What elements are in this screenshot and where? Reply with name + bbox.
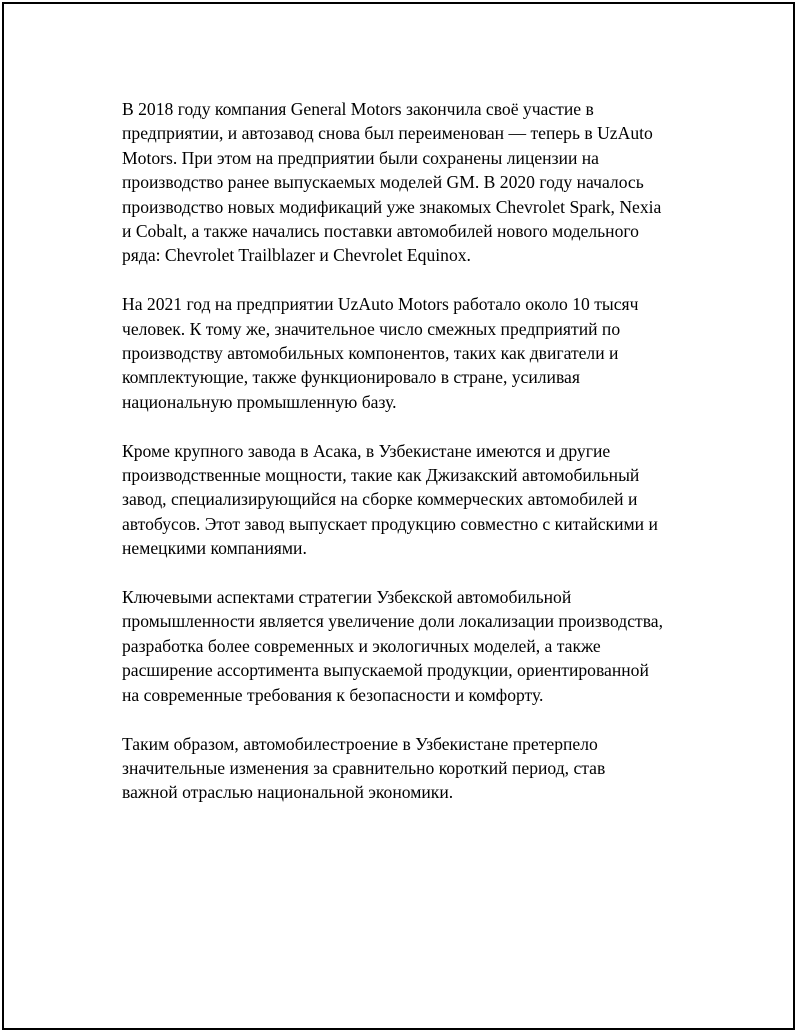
text-line: человек. К тому же, значительное число смежных предприятий по bbox=[122, 318, 621, 339]
text-line: расширение ассортимента выпускаемой продукции, ориентированной bbox=[122, 660, 649, 681]
text-line: автобусов. Этот завод выпускает продукцию совместно с китайскими и bbox=[122, 513, 658, 534]
paragraph-2 bbox=[122, 292, 702, 414]
text-line: производство ранее выпускаемых моделей GM. В 2020 году началось bbox=[122, 172, 644, 193]
text-line: Кроме крупного завода в Асака, в Узбекистане имеются и другие bbox=[122, 440, 611, 461]
text-line: На 2021 год на предприятии UzAuto Motors работало около 10 тысяч bbox=[122, 294, 639, 315]
text-line: производственные мощности, такие как Джизакский автомобильный bbox=[122, 465, 640, 486]
text-line: Ключевыми аспектами стратегии Узбекской автомобильной bbox=[122, 587, 572, 608]
text-line: Motors. При этом на предприятии были сохранены лицензии на bbox=[122, 147, 599, 168]
paragraph-3 bbox=[122, 439, 702, 561]
text-line: предприятии, и автозавод снова был переименован — теперь в UzAuto bbox=[122, 123, 653, 144]
page-frame bbox=[2, 2, 795, 1030]
paragraph-4 bbox=[122, 585, 702, 707]
text-line: В 2018 году компания General Motors закончила своё участие в bbox=[122, 99, 594, 119]
text-line: разработка более современных и экологичных моделей, а также bbox=[122, 635, 601, 656]
text-line: Таким образом, автомобилестроение в Узбекистане претерпело bbox=[122, 733, 598, 754]
text-line: на современные требования к безопасности и комфорту. bbox=[122, 684, 544, 705]
text-line: производству автомобильных компонентов, таких как двигатели и bbox=[122, 343, 619, 364]
text-line: завод, специализирующийся на сборке коммерческих автомобилей и bbox=[122, 489, 638, 510]
text-line: производство новых модификаций уже знакомых Chevrolet Spark, Nexia bbox=[122, 196, 662, 217]
text-line: комплектующие, также функционировало в стране, усиливая bbox=[122, 367, 580, 388]
paragraph-5 bbox=[122, 732, 702, 805]
text-line: промышленности является увеличение доли локализации производства, bbox=[122, 611, 664, 632]
text-line: ряда: Chevrolet Trailblazer и Chevrolet Equinox. bbox=[122, 245, 471, 266]
paragraph-1 bbox=[122, 97, 702, 268]
document-body bbox=[122, 97, 702, 805]
text-line: национальную промышленную базу. bbox=[122, 391, 397, 412]
text-line: немецкими компаниями. bbox=[122, 538, 307, 559]
text-line: и Cobalt, а также начались поставки автомобилей нового модельного bbox=[122, 221, 639, 242]
text-line: значительные изменения за сравнительно короткий период, став bbox=[122, 757, 606, 778]
text-line: важной отраслью национальной экономики. bbox=[122, 782, 454, 803]
